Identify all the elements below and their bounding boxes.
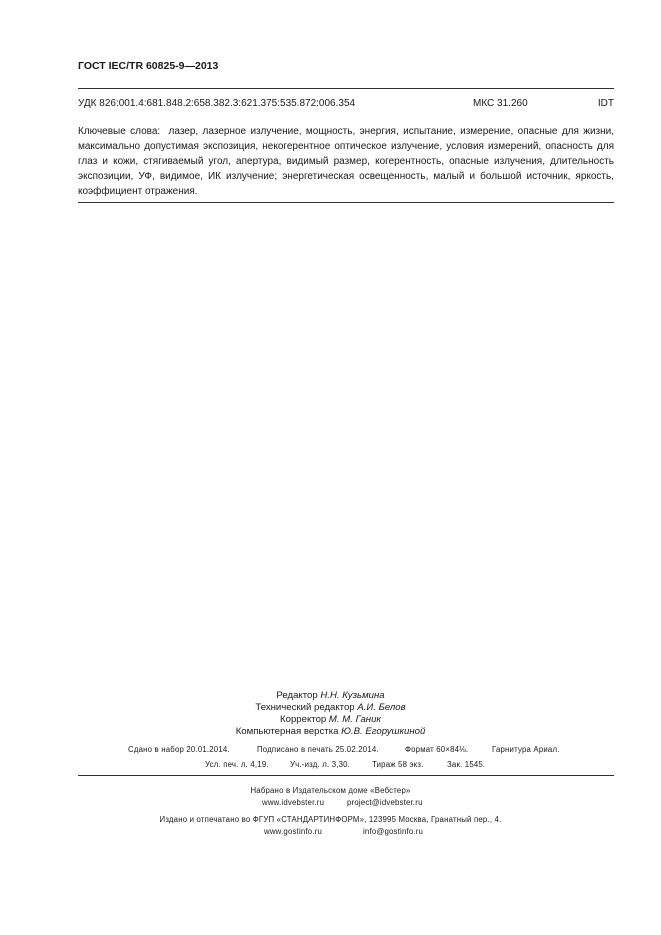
divider-keywords	[78, 202, 614, 203]
credit-editor	[0, 690, 661, 702]
copies: Тираж 58 экз.	[372, 760, 424, 769]
idt-mark: IDT	[597, 98, 614, 109]
print-sheets: Усл. печ. л. 4,19.	[205, 760, 269, 769]
divider-bottom	[78, 775, 614, 776]
printer-email[interactable]: info@gostinfo.ru	[363, 827, 424, 836]
print-info-line-1	[120, 745, 570, 757]
print-info-line-2	[200, 760, 500, 772]
keywords-label: Ключевые слова:	[78, 126, 161, 137]
credits-block	[0, 690, 661, 738]
paper-format: Формат 60×84⅛.	[405, 745, 469, 754]
credit-person: Н.Н. Кузьмина	[320, 690, 385, 701]
publisher-site[interactable]: www.idvebster.ru	[262, 798, 325, 807]
mks-code: МКС 31.260	[473, 98, 528, 109]
printer-line: Издано и отпечатано во ФГУП «СТАНДАРТИНФОРМ», 123995 Москва, Гранатный пер., 4.	[159, 815, 502, 824]
credit-role: Редактор	[276, 690, 318, 701]
credit-person: М. М. Ганик	[328, 714, 381, 725]
credit-role: Корректор	[280, 714, 327, 725]
credit-role: Компьютерная верстка	[235, 726, 339, 737]
publisher-line: Набрано в Издательском доме «Вебстер»	[250, 786, 411, 795]
order-number: Зак. 1545.	[447, 760, 486, 769]
credit-tech-editor	[0, 702, 661, 714]
printer-site[interactable]: www.gostinfo.ru	[264, 827, 323, 836]
printer-contacts	[0, 827, 661, 839]
publisher-email[interactable]: project@idvebster.ru	[347, 798, 423, 807]
publ-sheets: Уч.-изд. л. 3,30.	[290, 760, 351, 769]
publisher-contacts	[0, 798, 661, 810]
standard-designation: ГОСТ IEC/TR 60825-9—2013	[78, 60, 219, 72]
credit-role: Технический редактор	[255, 702, 355, 713]
credit-layout	[0, 726, 661, 738]
divider-top	[78, 88, 614, 89]
udk-code: УДК 826:001.4:681.848.2:658.382.3:621.375:535.872:006.354	[78, 98, 356, 109]
submitted-date: Сдано в набор 20.01.2014.	[128, 745, 230, 754]
keywords-text: лазер, лазерное излучение, мощность, энергия, испытание, измерение, опасные для жизни, максимально допустимая экспозиция, некогерентное оптическое излучение, условия измерений, опасность для глаз и кожи, стягиваемый угол, апертура, видимый размер, когерентность, опасные излучения, длительность экспозиции, УФ, видимое, ИК излучение; энергетическая освещенность, малый и большой источник, яркость, коэффициент отражения.	[78, 126, 615, 197]
credit-corrector	[0, 714, 661, 726]
keywords-block	[78, 124, 614, 199]
credit-person: Ю.В. Егорушкиной	[341, 726, 426, 737]
signed-date: Подписано в печать 25.02.2014.	[257, 745, 379, 754]
classification-row	[78, 98, 614, 112]
credit-person: А.И. Белов	[357, 702, 406, 713]
typeface: Гарнитура Ариал.	[492, 745, 560, 754]
